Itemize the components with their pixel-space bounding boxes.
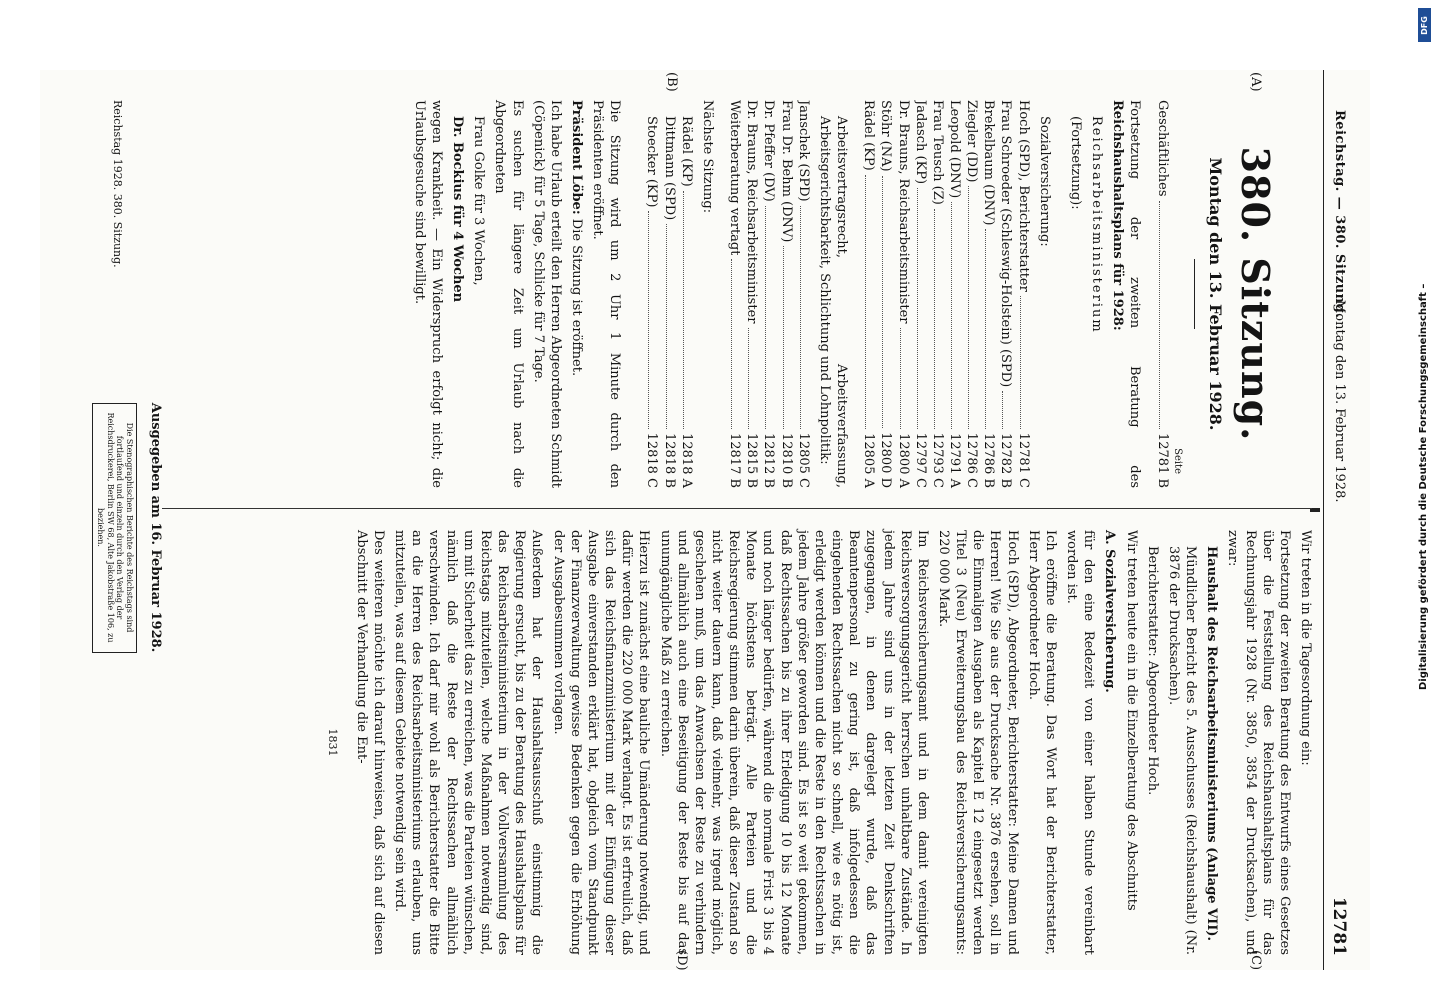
toc-label: Rädel (KP) (678, 116, 694, 187)
toc-leader (1159, 201, 1160, 429)
toc-row (963, 100, 980, 488)
toc-label: Stoecker (KP) (644, 116, 660, 208)
title-rule (1194, 259, 1195, 329)
header-left: Reichstag. — 380. Sitzung. (1332, 110, 1347, 319)
dfg-logo-text: DFG (1420, 15, 1430, 35)
digitization-credit: Digitalisierung gefördert durch die Deutsche Forschungsgemeinschaft – (1418, 283, 1429, 690)
paragraph: Präsident Löbe: Die Sitzung ist eröffnet. (569, 100, 585, 377)
toc-row (678, 100, 695, 488)
toc-label: Dittmann (SPD) (661, 116, 677, 221)
toc-page: 12800 A (895, 433, 911, 488)
toc-label: Frau Teusch (Z) (929, 100, 945, 205)
toc-sozial: Sozialversicherung: (1036, 116, 1052, 247)
paragraph: Ich eröffne die Beratung. Das Wort hat der Berichterstatter, Herr Abgeordneter Hoch. (1025, 530, 1058, 955)
toc-label: Geschäftliches (1154, 100, 1170, 197)
toc-heading: Fortsetzung der zweiten Beratung des Reichshaushaltsplans für 1928: (1110, 100, 1143, 488)
paragraph: Hoch (SPD), Abgeordneter, Berichterstatter: Meine Damen und Herren! Wie Sie aus der Drucksache Nr. 3876 ersehen, soll in die Einmaligen Ausgaben als Kapitel E 12 eingesetzt werden Titel 3 (Neu) Erweiterungsbau des Reichsversicherungsamts: 220 000 Mark. (936, 530, 1020, 955)
paragraph: Wir treten in die Tagesordnung ein: (1298, 530, 1313, 766)
margin-letter-a: (A) (1248, 72, 1263, 92)
paragraph: Des weiteren möchte ich darauf hinweisen, daß sich auf diesen Abschnitt der Verhandlung die Ent- (353, 530, 387, 955)
toc-row (1014, 100, 1031, 488)
toc-page: 12810 B (778, 432, 794, 488)
paragraph: Frau Golke für 3 Wochen, (471, 116, 487, 286)
toc-page: 12817 B (727, 432, 743, 488)
toc-row (1153, 100, 1170, 488)
toc-row (743, 100, 760, 488)
paragraph: Haushalt des Reichsarbeitsministeriums (Anlage VII). (1204, 546, 1220, 942)
section-heading: A. Sozialversicherung. (1102, 530, 1118, 693)
paragraph: für den eine Redezeit von einer halben Stunde vereinbart worden ist. (1064, 530, 1097, 955)
toc-page: 12791 A (946, 433, 962, 488)
toc-row (946, 100, 963, 488)
publisher-note: Die Stenographischen Berichte des Reichstags sind fortlaufend und einzeln durch den Verlag der Reichsdruckerei, Berlin SW 68, Alte Jakobstraße 106, zu beziehen. (92, 403, 136, 653)
seite-label: Seite (1171, 448, 1183, 474)
toc-page: 12793 C (929, 432, 945, 488)
table-of-contents (643, 100, 1170, 488)
toc-row (760, 100, 777, 488)
issued-date: Ausgegeben am 16. Februar 1928. (148, 402, 163, 653)
header-center: Montag den 13. Februar 1928. (1332, 300, 1347, 503)
paragraph: Dr. Bockius für 4 Wochen (450, 116, 466, 303)
margin-letter-c: (C) (1248, 950, 1263, 971)
toc-row (660, 100, 677, 488)
toc-fortsetzung: (Fortsetzung): (1067, 116, 1083, 210)
toc-row (795, 100, 812, 488)
header-page-number: 12781 (1329, 896, 1349, 956)
issue-line (92, 100, 164, 955)
paragraph: Hierzu ist zunächst eine bauliche Umänderung notwendig, und dafür werden die 220 000 Mark verlangt. Es ist erfreulich, daß sich das Reichsfinanzministerium mit der Einfügung dieser Ausgabe einverstanden erklärt hat, obgleich vom Standpunkt der Finanzverwaltung gewisse Bedenken gegen die Erhöhung der Ausgabesummen vorlagen. (550, 530, 652, 955)
toc-row (929, 100, 946, 488)
page-footer: Reichstag 1928. 380. Sitzung. (111, 100, 124, 268)
toc-page: 12797 C (912, 432, 928, 488)
toc-label: Brekelbaum (DNV) (981, 100, 997, 226)
toc-page: 12818 C (644, 432, 660, 488)
toc-arbeit: Arbeitsvertragsrecht, Arbeitsverfassung, Arbeitsgerichtsbarkeit, Schlichtung und Lohnpolitik: (816, 116, 850, 488)
toc-row (997, 100, 1014, 488)
toc-label: Rädel (KP) (861, 100, 877, 171)
toc-label: Hoch (SPD), Berichterstatter (1015, 100, 1031, 292)
paragraph: Fortsetzung der zweiten Beratung des Entwurfs eines Gesetzes über die Feststellung des Reichshaushaltsplans für das Rechnungsjahr 1928 (Nr. 3850, 3854 der Drucksachen), und zwar: (1225, 530, 1292, 955)
toc-page: 12805 A (861, 433, 877, 488)
paragraph: Ich habe Urlaub erteilt den Herren Abgeordneten Schmidt (Cöpenick) für 5 Tage, Schlicke für 7 Tage. (530, 100, 563, 488)
toc-page: 12781 B (1154, 432, 1170, 488)
toc-naechste: Nächste Sitzung: (699, 100, 715, 214)
toc-row (860, 100, 877, 488)
paragraph: wegen Krankheit. — Ein Widerspruch erfolgt nicht; die Urlaubsgesuche sind bewilligt. (411, 100, 444, 488)
toc-page: 12786 C (964, 432, 980, 488)
paragraph: Es suchen für längere Zeit um Urlaub nach die Abgeordneten (492, 100, 525, 488)
toc-row (980, 100, 997, 488)
toc-page: 12782 B (998, 432, 1014, 488)
toc-label: Janschek (SPD) (795, 100, 811, 202)
paragraph: Berichterstatter: Abgeordneter Hoch. (1144, 546, 1160, 796)
toc-page: 12812 B (761, 432, 777, 488)
scanned-page (40, 70, 1370, 970)
margin-letter-b: (B) (664, 72, 679, 92)
paragraph: Die Sitzung wird um 2 Uhr 1 Minute durch den Präsidenten eröffnet. (590, 100, 623, 488)
toc-page: 12805 C (795, 432, 811, 488)
right-column (324, 530, 1314, 955)
toc-label: Frau Schroeder (Schleswig-Holstein) (SPD) (998, 100, 1014, 388)
toc-label: Dr. Pfeffer (DV) (761, 100, 777, 202)
document-page (60, 70, 1360, 970)
paragraph: Außerdem hat der Haushaltsausschuß einstimmig die Regierung ersucht, bis zu der Beratung des Haushaltsplans für das Reichsarbeitsministerium in der Vollversammlung des Reichstags mitzuteilen, welche Maßnahmen notwendig sind, um mit Sicherheit das zu erreichen, was die Parteien wünschen, nämlich daß die Reste der Rechtssachen allmählich verschwinden. Ich darf mir wohl als Berichterstatter die Bitte an die Herren des Reichsarbeitsministeriums erlauben, uns mitzuteilen, was auf diesem Gebiete notwendig sein wird. (392, 530, 545, 955)
toc-label: Ziegler (DD) (964, 100, 980, 183)
right-edge-strip (1400, 0, 1430, 1000)
paragraph: Im Reichsversicherungsamt und in dem damit vereinigten Reichsversorgungsgericht herrschen unhaltbare Zustände. In jedem Jahre sind uns in der letzten Zeit Denkschriften zugegangen, in denen dargelegt wurde, daß das Beamtenpersonal zu gering ist, daß infolgedessen die eingehenden Rechtssachen nicht so schnell, wie es nötig ist, erledigt werden können und die Reste in den Rechtssachen in jedem Jahre größer geworden sind. Es ist so weit gekommen, daß Rechtssachen bis zu ihrer Erledigung 10 bis 12 Monate und noch länger bedürfen, während die normale Frist 3 bis 4 Monate höchstens beträgt. Alle Parteien und die Reichsregierung stimmen darin überein, daß dieser Zustand so nicht weiter dauern kann, daß vielmehr, was irgend möglich, geschehen muß, um das Anwachsen der Reste zu verhindern und allmählich auch eine Beseitigung der Reste bis auf das unumgängliche Maß zu erreichen. (657, 530, 930, 955)
toc-label: Stöhr (NA) (878, 100, 894, 172)
margin-letter-d: (D) (674, 950, 689, 971)
toc-label: Weiterberatung vertagt (727, 100, 743, 256)
toc-page: 12786 B (981, 432, 997, 488)
toc-label: Frau Dr. Behm (DNV) (778, 100, 794, 243)
paragraph: Wir treten heute ein in die Einzelberatung des Abschnitts (1123, 530, 1139, 911)
toc-ministerium: Reichsarbeitsministerium (1089, 116, 1105, 334)
toc-row (894, 100, 911, 488)
toc-page: 12800 D (878, 432, 894, 488)
session-title: 380. Sitzung. (1233, 146, 1278, 442)
toc-label: Leopold (DNV) (946, 100, 962, 199)
running-header (1323, 70, 1348, 970)
toc-row (643, 100, 660, 488)
left-column (407, 100, 1314, 488)
toc-row (726, 100, 743, 488)
toc-label: Jadasch (KP) (912, 100, 928, 185)
toc-label: Dr. Brauns, Reichsarbeitsminister (744, 100, 760, 324)
toc-row (777, 100, 794, 488)
toc-page: 12818 A (678, 433, 694, 488)
toc-row (912, 100, 929, 488)
column-divider (162, 508, 1312, 509)
toc-label: Dr. Brauns, Reichsarbeitsminister (895, 100, 911, 324)
dfg-logo-icon (1418, 8, 1431, 42)
toc-page: 12781 C (1015, 432, 1031, 488)
sheet-number: 1831 (325, 728, 339, 757)
paragraph: Mündlicher Bericht des 5. Ausschusses (Reichshaushalt) (Nr. 3876 der Drucksachen). (1165, 546, 1199, 955)
toc-page: 12815 B (744, 432, 760, 488)
session-date: Montag den 13. Februar 1928. (1205, 157, 1225, 431)
toc-page: 12818 B (661, 432, 677, 488)
toc-row (877, 100, 894, 488)
